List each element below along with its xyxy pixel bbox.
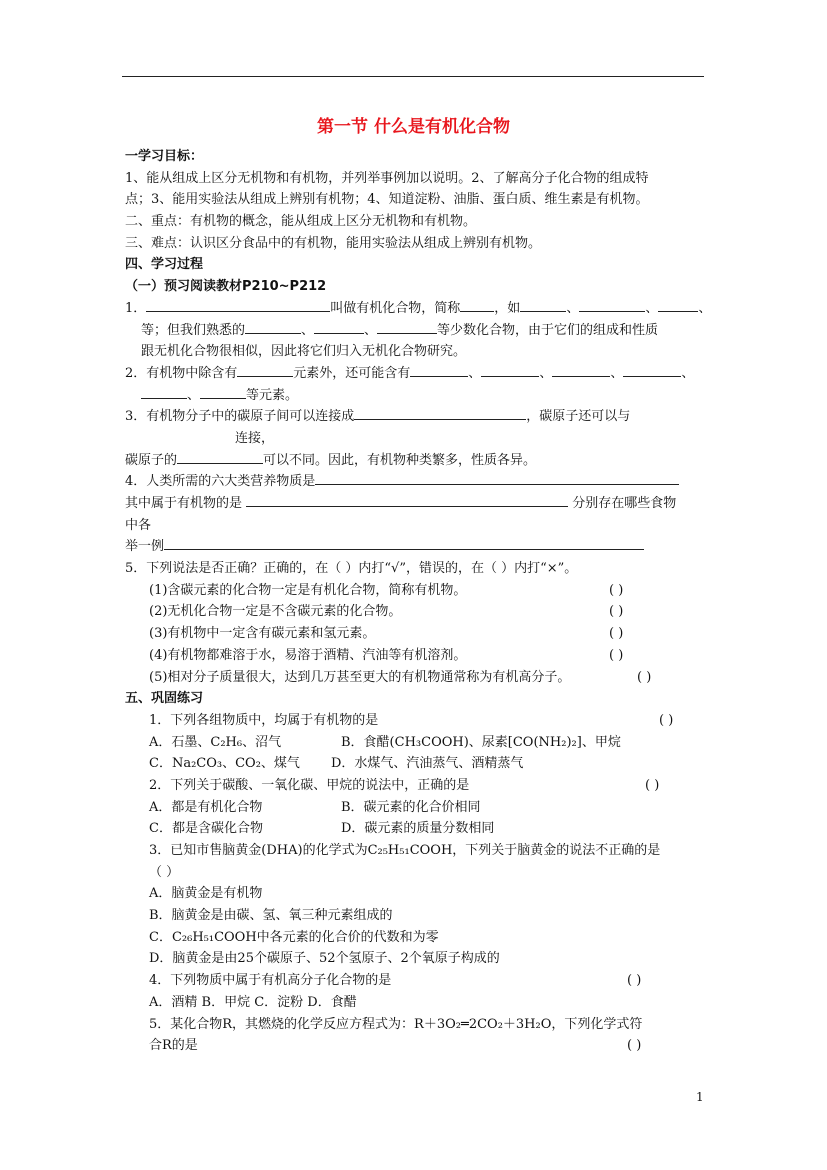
document-body xyxy=(125,146,715,1057)
question-2-cont: 、 等元素。 xyxy=(125,385,715,407)
exercise-5: 5．某化合物R，其燃烧的化学反应方程式为：R＋3O₂═2CO₂＋3H₂O，下列化学式符 xyxy=(149,1016,643,1032)
statement-2: (2)无机化合物一定是不含碳元素的化合物。 ( ) xyxy=(125,601,715,623)
exercise-1: 1．下列各组物质中，均属于有机物的是 ( ) xyxy=(125,710,715,732)
answer-paren[interactable]: ( ) xyxy=(645,777,660,793)
exercise-2-ab: A．都是有机化合物 B．碳元素的化合价相同 xyxy=(149,799,481,815)
statement-3: (3)有机物中一定含有碳元素和氢元素。 ( ) xyxy=(125,623,715,645)
blank[interactable] xyxy=(623,363,681,377)
blank[interactable] xyxy=(315,471,679,485)
question-3-cont2: 碳原子的 可以不同。因此，有机物种类繁多，性质各异。 xyxy=(125,450,715,472)
blank[interactable] xyxy=(481,363,539,377)
blank[interactable] xyxy=(141,385,187,399)
header-rule xyxy=(122,76,704,77)
blank[interactable] xyxy=(460,298,494,312)
answer-paren[interactable]: ( ) xyxy=(609,626,624,642)
question-4-cont2: 中各 xyxy=(125,517,152,533)
statement-5: (5)相对分子质量很大，达到几万甚至更大的有机物通常称为有机高分子。 ( ) xyxy=(125,667,715,689)
answer-paren[interactable]: ( ) xyxy=(609,604,624,620)
section-learning-goals: 一学习目标： xyxy=(125,149,204,164)
blank[interactable] xyxy=(246,493,568,507)
key-points: 二、重点：有机物的概念，能从组成上区分无机物和有机物。 xyxy=(125,214,477,230)
blank[interactable] xyxy=(200,385,246,399)
question-3: 3．有机物分子中的碳原子间可以连接成 ，碳原子还可以与 xyxy=(125,406,715,428)
question-3-cont: 连接， xyxy=(235,430,275,446)
question-2: 2．有机物中除含有 元素外，还可能含有 、 、 、 、 xyxy=(125,363,715,385)
blank[interactable] xyxy=(579,298,645,312)
statement-1: (1)含碳元素的化合物一定是有机化合物，简称有机物。 ( ) xyxy=(125,580,715,602)
answer-paren[interactable]: ( ) xyxy=(627,1038,642,1054)
blank[interactable] xyxy=(354,406,526,420)
exercise-4: 4．下列物质中属于有机高分子化合物的是 ( ) xyxy=(125,970,715,992)
blank[interactable] xyxy=(245,320,301,334)
exercise-4-options: A．酒精 B．甲烷 C．淀粉 D．食醋 xyxy=(149,994,357,1010)
question-4-cont3: 举一例 xyxy=(125,536,715,558)
page-title: 第一节 什么是有机化合物 xyxy=(317,117,510,137)
blank[interactable] xyxy=(410,363,468,377)
exercise-3-paren[interactable]: （ ） xyxy=(149,864,180,880)
page-number: 1 xyxy=(696,1090,704,1104)
exercise-5-cont: 合R的是 ( ) xyxy=(125,1035,715,1057)
subsection-preview: （一）预习阅读教材P210~P212 xyxy=(125,279,327,295)
blank[interactable] xyxy=(377,320,437,334)
section-learning-process: 四、学习过程 xyxy=(125,257,204,273)
blank[interactable] xyxy=(658,298,698,312)
question-5: 5．下列说法是否正确？正确的，在（ ）内打“√”，错误的，在（ ）内打“×”。 xyxy=(125,561,578,577)
answer-paren[interactable]: ( ) xyxy=(637,669,652,685)
question-1: 1． 叫做有机化合物，简称 ，如 、 、 、 xyxy=(125,298,715,320)
exercise-3-c: C．C₂₆H₅₁COOH中各元素的化合价的代数和为零 xyxy=(149,929,439,945)
question-1-cont: 等；但我们熟悉的 、 、 等少数化合物，由于它们的组成和性质 xyxy=(125,320,715,342)
exercise-3-a: A．脑黄金是有机物 xyxy=(149,886,263,902)
blank[interactable] xyxy=(314,320,364,334)
blank[interactable] xyxy=(552,363,610,377)
goal-line-1: 1、能从组成上区分无机物和有机物，并列举事例加以说明。2、了解高分子化合物的组成特 xyxy=(125,170,649,186)
section-practice: 五、巩固练习 xyxy=(125,691,204,707)
question-4-cont: 其中属于有机物的是 分别存在哪些食物 xyxy=(125,493,715,515)
blank[interactable] xyxy=(177,450,263,464)
answer-paren[interactable]: ( ) xyxy=(659,712,674,728)
statement-4: (4)有机物都难溶于水，易溶于酒精、汽油等有机溶剂。 ( ) xyxy=(125,645,715,667)
exercise-2: 2．下列关于碳酸、一氧化碳、甲烷的说法中，正确的是 ( ) xyxy=(125,775,715,797)
goal-line-2: 点；3、能用实验法从组成上辨别有机物；4、知道淀粉、油脂、蛋白质、维生素是有机物。 xyxy=(125,192,649,208)
exercise-1-ab: A．石墨、C₂H₆、沼气 B．食醋(CH₃COOH)、尿素[CO(NH₂)₂]、甲烷 xyxy=(149,734,621,750)
exercise-1-cd: C．Na₂CO₃、CO₂、煤气 D．水煤气、汽油蒸气、酒精蒸气 xyxy=(149,756,524,772)
exercise-2-cd: C．都是含碳化合物 D．碳元素的质量分数相同 xyxy=(149,821,495,837)
answer-paren[interactable]: ( ) xyxy=(609,582,624,598)
difficult-points: 三、难点：认识区分食品中的有机物，能用实验法从组成上辨别有机物。 xyxy=(125,235,542,251)
exercise-3-d: D．脑黄金是由25个碳原子、52个氢原子、2个氧原子构成的 xyxy=(149,951,500,967)
question-4: 4．人类所需的六大类营养物质是 xyxy=(125,471,715,493)
answer-paren[interactable]: ( ) xyxy=(627,973,642,989)
answer-paren[interactable]: ( ) xyxy=(609,647,624,663)
question-1-cont2: 跟无机化合物很相似，因此将它们归入无机化合物研究。 xyxy=(141,344,467,360)
blank[interactable] xyxy=(520,298,566,312)
exercise-3-b: B．脑黄金是由碳、氢、氧三种元素组成的 xyxy=(149,908,393,924)
blank[interactable] xyxy=(164,536,644,550)
blank[interactable] xyxy=(146,298,330,312)
exercise-3: 3．已知市售脑黄金(DHA)的化学式为C₂₅H₅₁COOH，下列关于脑黄金的说法不正确的是 xyxy=(149,843,661,858)
blank[interactable] xyxy=(237,363,293,377)
